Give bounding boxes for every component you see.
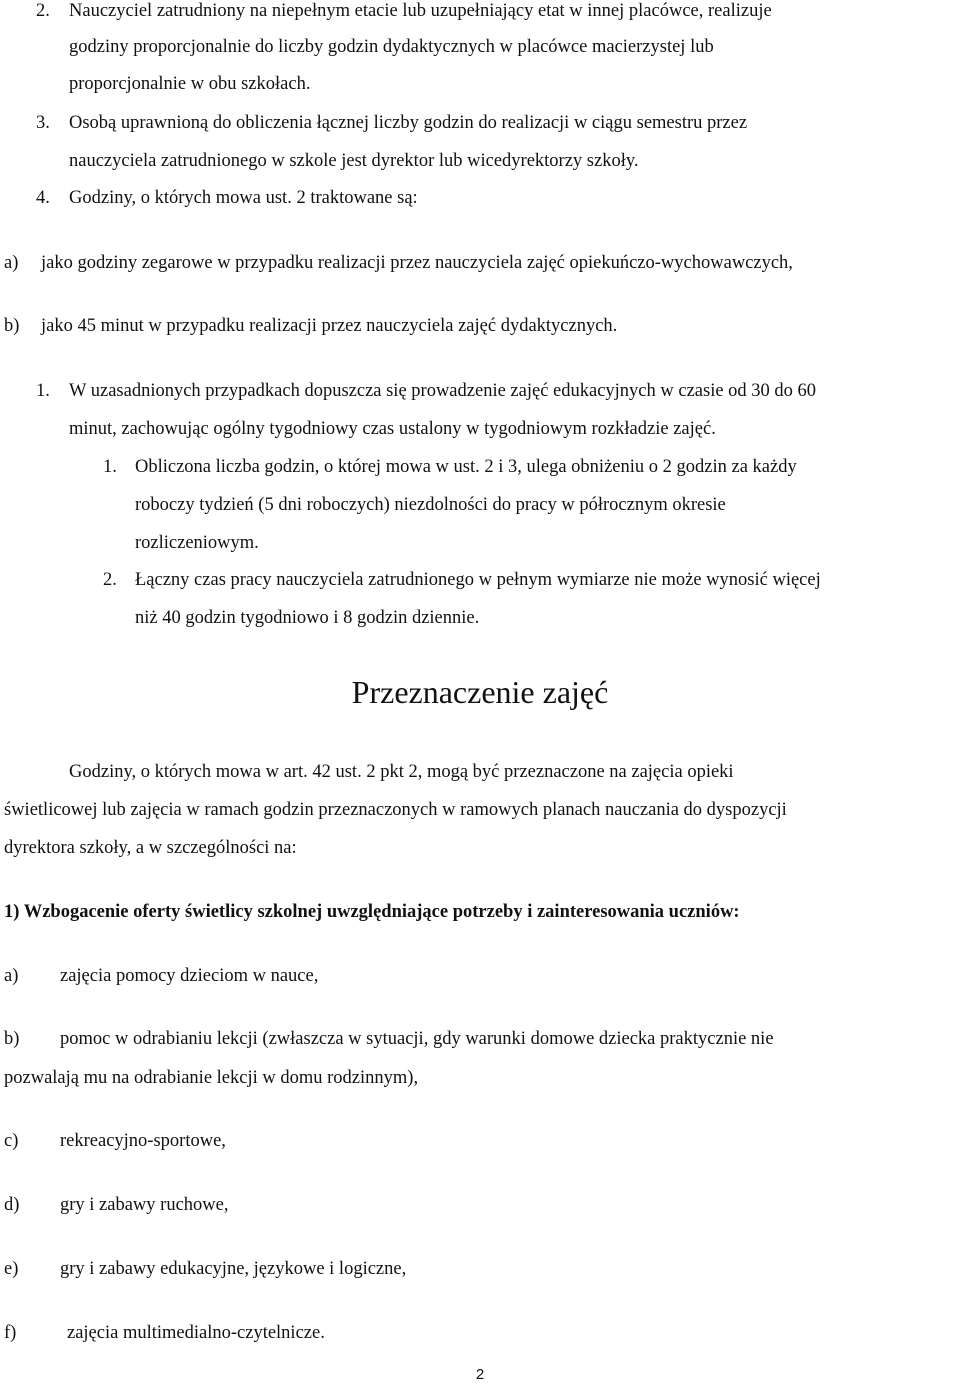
paragraph-line: proporcjonalnie w obu szkołach. [69,74,311,94]
list-letter: a) [4,966,19,986]
list-letter: b) [4,1029,20,1049]
list-text: zajęcia multimedialno-czytelnicze. [67,1323,325,1343]
list-letter: d) [4,1195,20,1215]
paragraph-line: Nauczyciel zatrudniony na niepełnym etacie lub uzupełniający etat w innej placówce, realizuje [69,1,772,21]
paragraph-line: Godziny, o których mowa w art. 42 ust. 2 pkt 2, mogą być przeznaczone na zajęcia opieki [69,762,734,782]
list-number: 2. [103,570,117,590]
list-text: jako 45 minut w przypadku realizacji przez nauczyciela zajęć dydaktycznych. [41,316,618,336]
list-text: zajęcia pomocy dzieciom w nauce, [60,966,319,986]
list-number: 1. [36,381,50,401]
list-text-continuation: pozwalają mu na odrabianie lekcji w domu rodzinnym), [4,1068,419,1088]
list-number: 1. [103,457,117,477]
paragraph-line: minut, zachowując ogólny tygodniowy czas ustalony w tygodniowym rozkładzie zajęć. [69,419,716,439]
bold-heading: 1) Wzbogacenie oferty świetlicy szkolnej uwzględniające potrzeby i zainteresowania uczniów: [4,902,740,922]
list-number: 2. [36,1,50,21]
paragraph-line: dyrektora szkoły, a w szczególności na: [4,838,297,858]
list-text: gry i zabawy ruchowe, [60,1195,229,1215]
paragraph-line: roboczy tydzień (5 dni roboczych) niezdolności do pracy w półrocznym okresie [135,495,726,515]
paragraph-line: W uzasadnionych przypadkach dopuszcza się prowadzenie zajęć edukacyjnych w czasie od 30 do 60 [69,381,817,401]
list-number: 3. [36,113,50,133]
paragraph-line: Osobą uprawnioną do obliczenia łącznej liczby godzin do realizacji w ciągu semestru przez [69,113,748,133]
list-letter: a) [4,253,19,273]
paragraph-line: świetlicowej lub zajęcia w ramach godzin przeznaczonych w ramowych planach nauczania do dyspozycji [4,800,787,820]
list-letter: f) [4,1323,17,1343]
list-number: 4. [36,188,50,208]
list-text: rekreacyjno-sportowe, [60,1131,226,1151]
paragraph-line: niż 40 godzin tygodniowo i 8 godzin dziennie. [135,608,480,628]
paragraph-line: Godziny, o których mowa ust. 2 traktowane są: [69,188,418,208]
list-letter: e) [4,1259,19,1279]
list-text: jako godziny zegarowe w przypadku realizacji przez nauczyciela zajęć opiekuńczo-wychowawczych, [41,253,793,273]
paragraph-line: Obliczona liczba godzin, o której mowa w ust. 2 i 3, ulega obniżeniu o 2 godzin za każdy [135,457,797,477]
paragraph-line: Łączny czas pracy nauczyciela zatrudnionego w pełnym wymiarze nie może wynosić więcej [135,570,821,590]
paragraph-line: godziny proporcjonalnie do liczby godzin dydaktycznych w placówce macierzystej lub [69,37,714,57]
section-title: Przeznaczenie zajęć [351,674,609,710]
page-number: 2 [475,1366,485,1383]
list-text: gry i zabawy edukacyjne, językowe i logiczne, [60,1259,407,1279]
list-letter: c) [4,1131,19,1151]
paragraph-line: nauczyciela zatrudnionego w szkole jest dyrektor lub wicedyrektorzy szkoły. [69,151,639,171]
list-letter: b) [4,316,20,336]
paragraph-line: rozliczeniowym. [135,533,259,553]
list-text: pomoc w odrabianiu lekcji (zwłaszcza w sytuacji, gdy warunki domowe dziecka praktycznie nie [60,1029,774,1049]
